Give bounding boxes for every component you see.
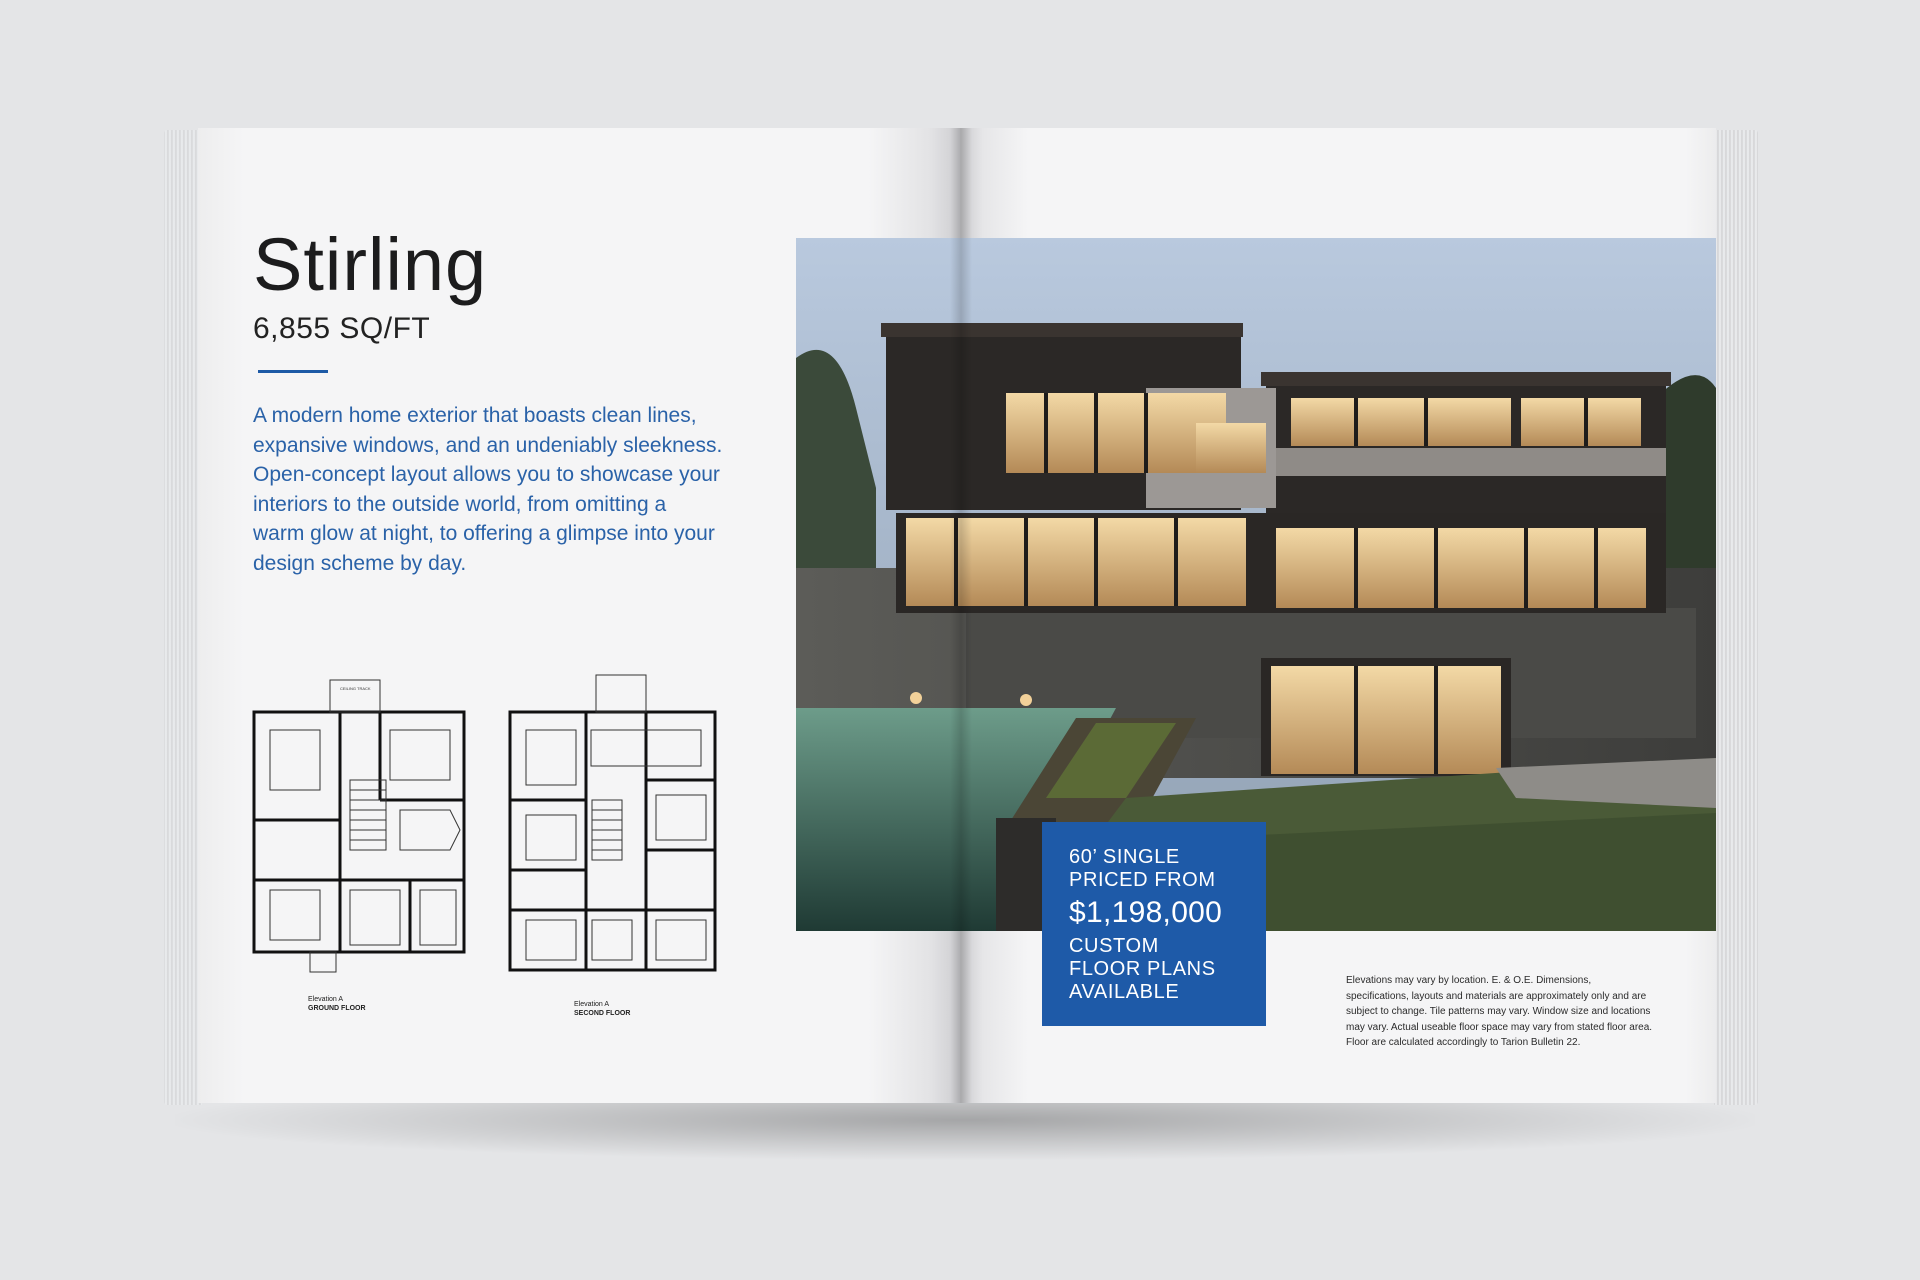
second-floor-elevation: Elevation A xyxy=(574,1001,610,1008)
custom-label: CUSTOM xyxy=(1069,935,1159,957)
second-floor-plan xyxy=(506,670,736,1017)
available-label: AVAILABLE xyxy=(1069,981,1180,1003)
area-label: 6,855 SQ/FT xyxy=(253,312,431,345)
price-value: $1,198,000 xyxy=(1069,896,1223,929)
accent-divider xyxy=(258,370,328,373)
page-edges-left xyxy=(164,130,202,1105)
model-title: Stirling xyxy=(253,223,488,306)
page-edges-right xyxy=(1714,130,1758,1105)
price-callout xyxy=(1042,822,1266,1026)
floor-plans-label: FLOOR PLANS xyxy=(1069,958,1216,980)
ground-floor-elevation: Elevation A xyxy=(308,996,344,1003)
svg-text:CEILING TRACK: CEILING TRACK xyxy=(340,686,371,691)
price-from-label: PRICED FROM xyxy=(1069,869,1216,891)
disclaimer-text: Elevations may vary by location. E. & O.E. Dimensions, specifications, layouts and materials are approximately only and are subject to change. Tile patterns may vary. Window size and locations may vary. Actual useable floor space may vary from stated floor area. Floor are calculated accordingly to Tarion Bulletin 22. xyxy=(1346,975,1653,1048)
price-lot-size: 60’ SINGLE xyxy=(1069,846,1180,868)
description-text: A modern home exterior that boasts clean lines, expansive windows, and an undeniably sleekness. Open-concept layout allows you to showcase your interiors to the outside world, from omitting a warm glow at night, to offering a glimpse into your design scheme by day. xyxy=(253,404,723,575)
ground-floor-caption xyxy=(308,995,366,1013)
floor-plan-drawing-icon xyxy=(506,670,736,990)
second-floor-caption xyxy=(574,1000,630,1018)
book-spine xyxy=(950,128,972,1103)
ground-floor-label: GROUND FLOOR xyxy=(308,1005,366,1012)
ground-floor-plan xyxy=(250,670,480,1012)
second-floor-label: SECOND FLOOR xyxy=(574,1010,631,1017)
floor-plan-drawing-icon xyxy=(250,670,480,990)
